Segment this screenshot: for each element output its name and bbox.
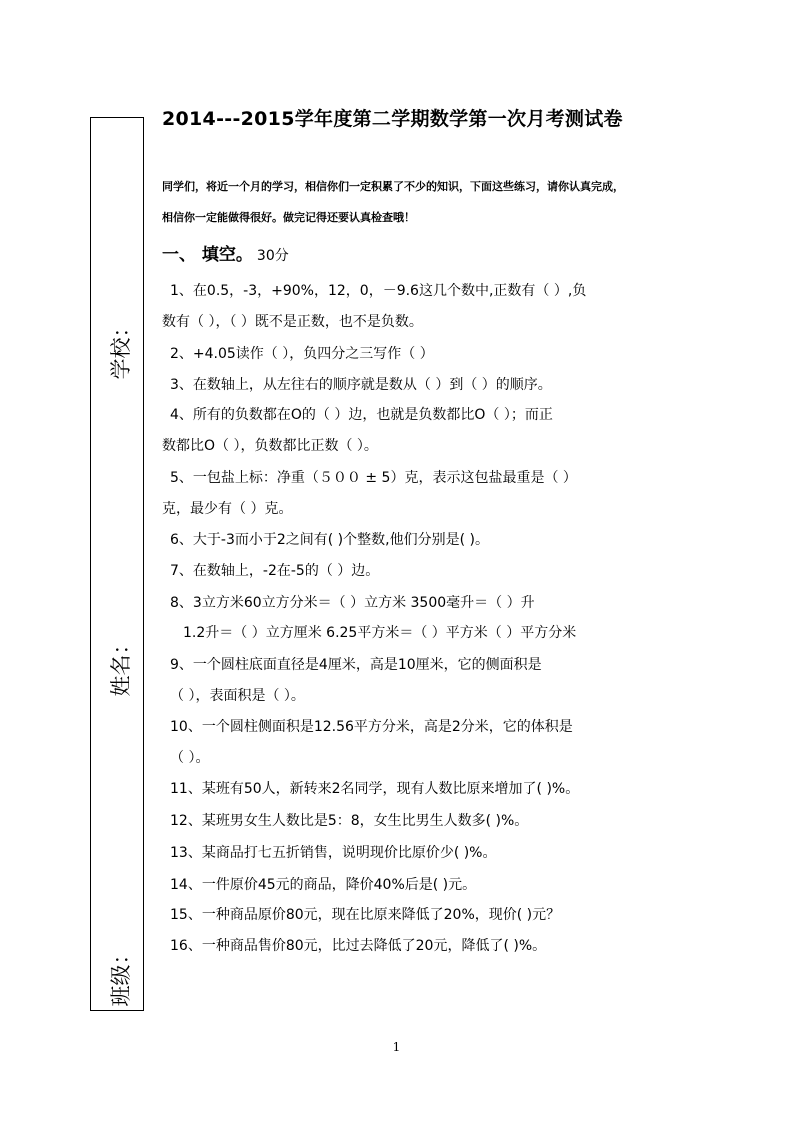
question-3: 3、在数轴上，从左往右的顺序就是数从（ ）到（ ）的顺序。 <box>170 377 552 393</box>
page-number: 1 <box>392 1040 401 1054</box>
question-14: 14、一件原价45元的商品，降价40%后是( )元。 <box>170 877 477 893</box>
question-9-line-2: （ ），表面积是（ ）。 <box>170 688 305 704</box>
question-8-line-1: 8、3立方米60立方分米＝（ ）立方米 3500毫升＝（ ）升 <box>170 595 535 611</box>
question-2: 2、+4.05读作（ ），负四分之三写作（ ） <box>170 346 434 362</box>
section-title: 一、 填空。 <box>162 245 253 265</box>
question-13: 13、某商品打七五折销售，说明现价比原价少( )%。 <box>170 845 497 861</box>
section-heading <box>162 240 289 265</box>
question-15: 15、一种商品原价80元，现在比原来降低了20%，现价( )元？ <box>170 907 561 923</box>
question-7: 7、在数轴上，-2在-5的（ ）边。 <box>170 563 380 579</box>
page-title: 2014---2015学年度第二学期数学第一次月考测试卷 <box>162 108 623 130</box>
name-label: 姓名： <box>109 633 133 697</box>
question-5-line-2: 克，最少有（ ）克。 <box>162 501 293 517</box>
question-4-line-1: 4、所有的负数都在O的（ ）边，也就是负数都比O（ ）；而正 <box>170 407 553 423</box>
student-info-box <box>90 117 144 1011</box>
question-1-line-1: 1、在0.5，-3，+90%，12，0，－9.6这几个数中,正数有（ ）,负 <box>170 283 587 299</box>
question-4-line-2: 数都比O（ ），负数都比正数（ ）。 <box>162 438 378 454</box>
intro-line-2: 相信你一定能做得很好。做完记得还要认真检查哦！ <box>162 211 415 224</box>
question-1-line-2: 数有（ ），（ ）既不是正数，也不是负数。 <box>162 314 423 330</box>
question-6: 6、大于-3而小于2之间有( )个整数,他们分别是( )。 <box>170 532 489 548</box>
question-12: 12、某班男女生人数比是5：8，女生比男生人数多( )%。 <box>170 813 529 829</box>
question-5-line-1: 5、一包盐上标：净重（５００ ± 5）克，表示这包盐最重是（ ） <box>170 470 577 486</box>
question-10-line-2: （ ）。 <box>170 750 210 766</box>
class-label: 班级： <box>109 943 133 1007</box>
section-points: 30分 <box>256 248 289 264</box>
question-11: 11、某班有50人，新转来2名同学，现有人数比原来增加了( )%。 <box>170 781 580 797</box>
question-10-line-1: 10、一个圆柱侧面积是12.56平方分米，高是2分米，它的体积是 <box>170 719 573 735</box>
intro-line-1: 同学们，将近一个月的学习，相信你们一定积累了不少的知识，下面这些练习，请你认真完成， <box>162 180 624 193</box>
question-9-line-1: 9、一个圆柱底面直径是4厘米，高是10厘米，它的侧面积是 <box>170 657 542 673</box>
question-8-line-2: 1.2升＝（ ）立方厘米 6.25平方米＝（ ）平方米（ ）平方分米 <box>183 625 577 641</box>
school-label: 学校： <box>109 316 133 380</box>
question-16: 16、一种商品售价80元，比过去降低了20元，降低了( )%。 <box>170 938 547 954</box>
